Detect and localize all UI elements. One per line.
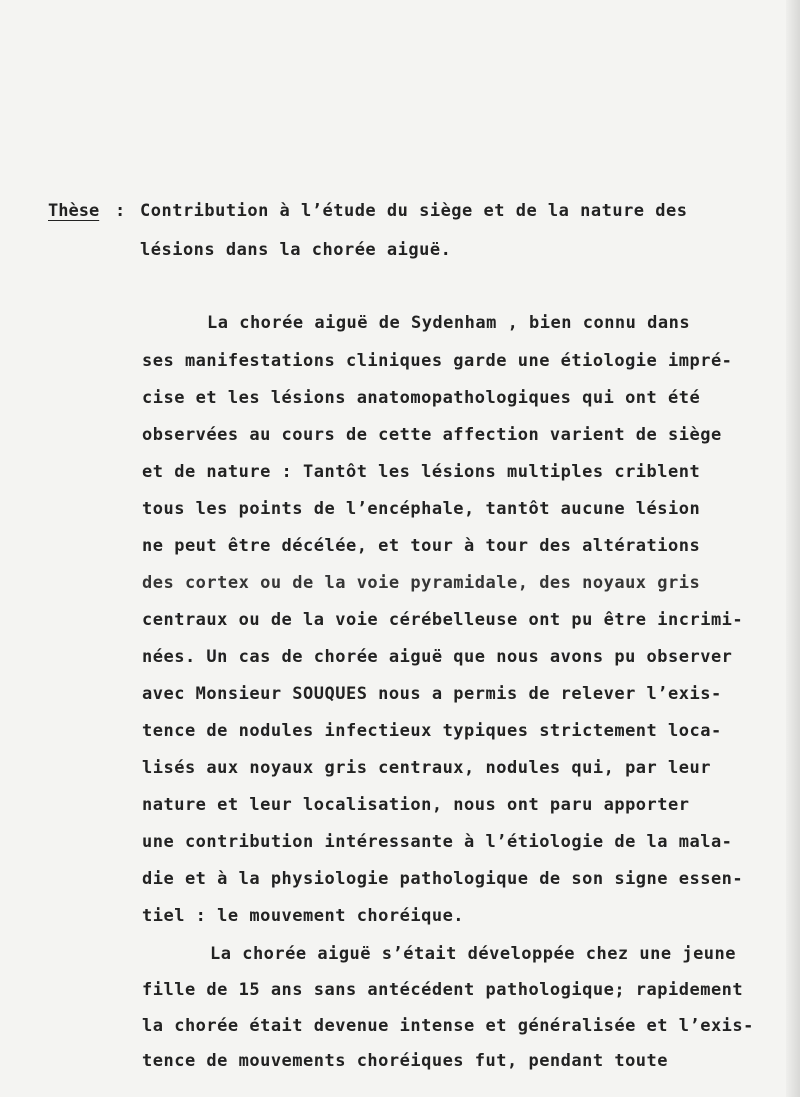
paragraph-1-line-13: lisés aux noyaux gris centraux, nodules qui, par leur	[142, 758, 711, 778]
paragraph-1-line-12: tence de nodules infectieux typiques strictement loca-	[142, 721, 722, 741]
paragraph-2-line-2: fille de 15 ans sans antécédent pathologique; rapidement	[142, 980, 744, 1000]
thesis-colon: :	[115, 201, 126, 221]
paragraph-1-line-4: observées au cours de cette affection varient de siège	[142, 425, 722, 445]
paragraph-1-line-6: tous les points de l’encéphale, tantôt aucune lésion	[142, 499, 701, 519]
paragraph-1-line-7: ne peut être décélée, et tour à tour des altérations	[142, 536, 701, 556]
paragraph-2-line-1: La chorée aiguë s’était développée chez une jeune	[210, 944, 737, 964]
paragraph-1-line-14: nature et leur localisation, nous ont paru apporter	[142, 795, 690, 815]
paragraph-1-line-11: avec Monsieur SOUQUES nous a permis de relever l’exis-	[142, 684, 722, 704]
thesis-label: Thèse	[48, 201, 100, 221]
title-line-2: lésions dans la chorée aiguë.	[140, 240, 452, 260]
paragraph-1-line-8: des cortex ou de la voie pyramidale, des noyaux gris	[142, 573, 701, 593]
paragraph-2-line-3: la chorée était devenue intense et généralisée et l’exis-	[142, 1016, 754, 1036]
paragraph-1-line-2: ses manifestations cliniques garde une étiologie impré-	[142, 351, 733, 371]
paragraph-1-line-17: tiel : le mouvement choréique.	[142, 906, 465, 926]
paragraph-1-line-10: nées. Un cas de chorée aiguë que nous avons pu observer	[142, 647, 733, 667]
paragraph-1-line-16: die et à la physiologie pathologique de son signe essen-	[142, 869, 744, 889]
paragraph-2-line-4: tence de mouvements choréiques fut, pendant toute	[142, 1051, 669, 1071]
paragraph-1-line-5: et de nature : Tantôt les lésions multiples criblent	[142, 462, 701, 482]
title-line-1: Contribution à l’étude du siège et de la nature des	[140, 201, 688, 221]
paragraph-1-line-9: centraux ou de la voie cérébelleuse ont pu être incrimi-	[142, 610, 744, 630]
paragraph-1-line-1: La chorée aiguë de Sydenham , bien connu dans	[207, 313, 691, 333]
paragraph-1-line-15: une contribution intéressante à l’étiologie de la mala-	[142, 832, 733, 852]
page-edge-shadow	[786, 0, 800, 1097]
paragraph-1-line-3: cise et les lésions anatomopathologiques qui ont été	[142, 388, 701, 408]
